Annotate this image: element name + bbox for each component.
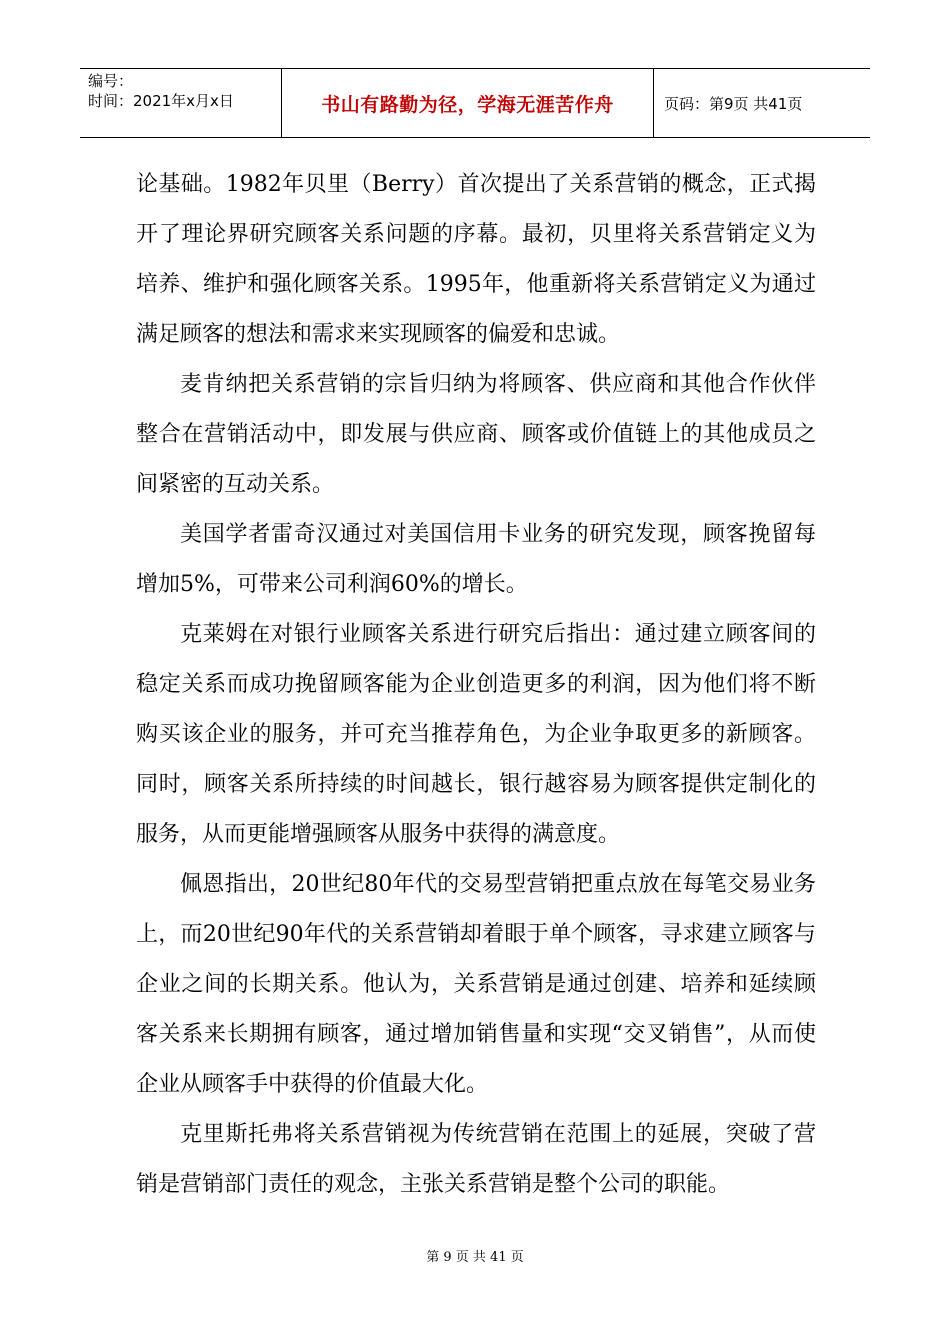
header-page-cell	[654, 69, 870, 137]
page-footer: 第 9 页 共 41 页	[426, 1250, 524, 1265]
header-motto: 书山有路勤为径，学海无涯苦作舟	[321, 93, 614, 116]
document-date-label: 时间：2021年x月x日	[88, 92, 234, 110]
page-header	[80, 68, 870, 138]
header-motto-cell	[282, 69, 654, 137]
header-info-cell	[80, 69, 282, 137]
header-page-code: 页码：第9页 共41页	[664, 94, 803, 113]
body-paragraph: 美国学者雷奇汉通过对美国信用卡业务的研究发现，顾客挽留每增加5%，可带来公司利润60%的增长。	[136, 522, 816, 597]
body-paragraph: 佩恩指出，20世纪80年代的交易型营销把重点放在每笔交易业务上，而20世纪90年代的关系营销却着眼于单个顾客，寻求建立顾客与企业之间的长期关系。他认为，关系营销是通过创建、培养和延续顾客关系来长期拥有顾客，通过增加销售量和实现“交叉销售”，从而使企业从顾客手中获得的价值最大化。	[136, 872, 816, 1097]
body-paragraph: 克里斯托弗将关系营销视为传统营销在范围上的延展，突破了营销是营销部门责任的观念，主张关系营销是整个公司的职能。	[136, 1122, 816, 1197]
document-number-label: 编号：	[88, 72, 134, 90]
body-paragraph: 论基础。1982年贝里（Berry）首次提出了关系营销的概念，正式揭开了理论界研究顾客关系问题的序幕。最初，贝里将关系营销定义为培养、维护和强化顾客关系。1995年，他重新将关系营销定义为通过满足顾客的想法和需求来实现顾客的偏爱和忠诚。	[136, 172, 816, 347]
document-body	[136, 160, 816, 1210]
body-paragraph: 克莱姆在对银行业顾客关系进行研究后指出：通过建立顾客间的稳定关系而成功挽留顾客能为企业创造更多的利润，因为他们将不断购买该企业的服务，并可充当推荐角色，为企业争取更多的新顾客。同时，顾客关系所持续的时间越长，银行越容易为顾客提供定制化的服务，从而更能增强顾客从服务中获得的满意度。	[136, 622, 816, 847]
body-paragraph: 麦肯纳把关系营销的宗旨归纳为将顾客、供应商和其他合作伙伴整合在营销活动中，即发展与供应商、顾客或价值链上的其他成员之间紧密的互动关系。	[136, 372, 816, 497]
